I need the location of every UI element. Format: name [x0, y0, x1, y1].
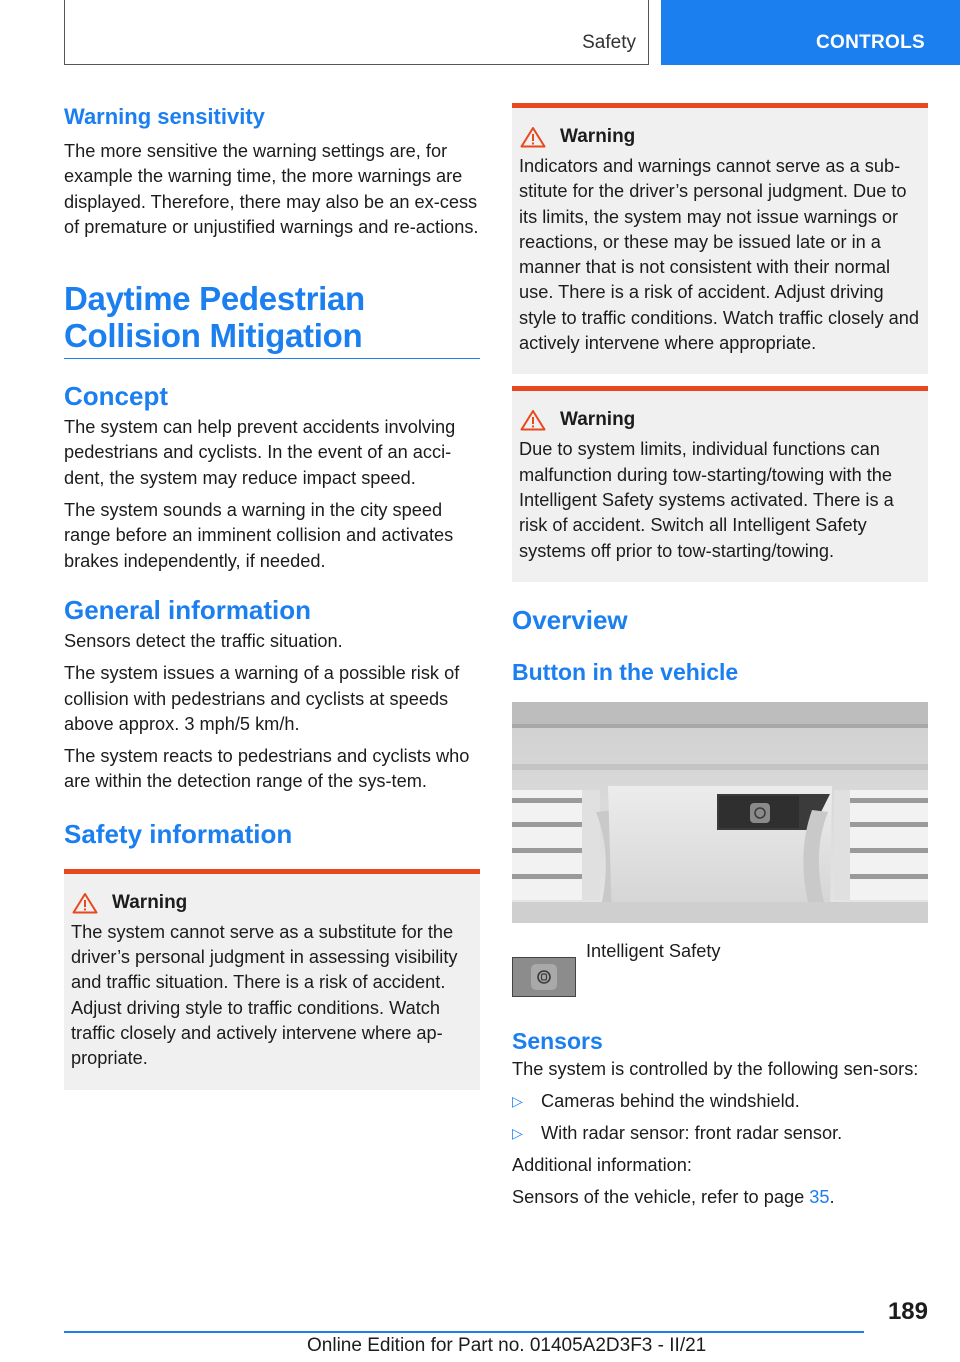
additional-info-label: Additional information: [512, 1154, 692, 1175]
header-chapter-label: CONTROLS [816, 32, 926, 53]
overview-heading: Overview [512, 604, 628, 635]
warning-text: Due to system limits, individual functions can malfunction during tow-starting/towing with the Intelligent Safety systems activated. There is a risk of accident. Switch all Intelligent Safety systems off prior to tow-starting/towing. [519, 439, 894, 561]
warning-box-right-1 [512, 103, 928, 374]
warning-text: The system cannot serve as a substitute for the driver’s personal judgment in assessing visibility and traffic situation. There is a risk of accident. Adjust driving style to traffic conditions. Watch traffic closely and actively intervene where ap-propriate. [71, 921, 458, 1069]
general-info-text-1: Sensors detect the traffic situation. [64, 630, 343, 651]
warning-sensitivity-heading: Warning sensitivity [64, 104, 265, 129]
reference-suffix: . [829, 1187, 835, 1208]
warning-title: Warning [560, 126, 636, 147]
triangle-bullet-icon: ▷ [512, 1125, 523, 1142]
main-title [64, 280, 480, 359]
warning-text: Indicators and warnings cannot serve as a sub-stitute for the driver’s personal judgment. Due to its limits, the system may not issue warnings or reactions, or these may be issued late or in a manner that is not consistent with their normal use. There is a risk of accident. Adjust driving style to traffic conditions. Watch traffic closely and actively intervene where appropriate. [519, 156, 919, 354]
footer-divider [64, 1331, 864, 1333]
car-shield-icon [536, 969, 552, 985]
header-section-label: Safety [582, 32, 636, 53]
concept-heading: Concept [64, 381, 168, 412]
intelligent-safety-button-icon [512, 957, 576, 997]
warning-triangle-icon [520, 126, 546, 148]
warning-box-right-2 [512, 386, 928, 581]
button-in-vehicle-heading: Button in the vehicle [512, 658, 739, 685]
list-item [512, 1121, 928, 1146]
sensors-reference [512, 1185, 928, 1210]
header-section-box [64, 0, 649, 65]
page-reference-link[interactable]: 35 [809, 1187, 830, 1208]
concept-text-2: The system sounds a warning in the city speed range before an imminent collision and activates brakes independently, if needed. [64, 500, 454, 571]
warning-title: Warning [112, 891, 188, 913]
warning-header [520, 409, 920, 431]
concept-text-1: The system can help prevent accidents involving pedestrians and cyclists. In the event of an acci-dent, the system may reduce impact speed. [64, 417, 456, 488]
page-number: 189 [887, 1298, 928, 1325]
warning-title: Warning [560, 409, 636, 431]
footer-edition: Online Edition for Part no. 01405A2D3F3 - II/21 [307, 1335, 707, 1356]
vehicle-button-photo [512, 702, 928, 923]
left-column [64, 100, 480, 1090]
header-chapter-tab[interactable] [661, 0, 960, 65]
main-title-line2: Collision Mitigation [64, 317, 363, 355]
warning-header [520, 126, 920, 148]
legend-label: Intelligent Safety [586, 940, 721, 961]
dashboard-illustration [512, 702, 928, 923]
warning-box-left [64, 869, 480, 1090]
general-info-text-3: The system reacts to pedestrians and cyclists who are within the detection range of the sys-tem. [64, 746, 470, 792]
warning-triangle-icon [72, 892, 98, 914]
triangle-bullet-icon: ▷ [512, 1093, 523, 1110]
right-column [512, 103, 928, 1210]
list-item [512, 1089, 928, 1114]
warning-header [72, 892, 472, 914]
list-item-text: With radar sensor: front radar sensor. [541, 1123, 843, 1144]
safety-info-heading: Safety information [64, 818, 293, 849]
sensors-heading: Sensors [512, 1027, 603, 1054]
warning-triangle-icon [520, 409, 546, 431]
list-item-text: Cameras behind the windshield. [541, 1091, 800, 1112]
general-info-heading: General information [64, 594, 312, 625]
main-title-line1: Daytime Pedestrian [64, 280, 365, 318]
figure-legend [512, 939, 928, 997]
warning-sensitivity-text: The more sensitive the warning settings are, for example the warning time, the more warnings are displayed. Therefore, there may also be an ex-cess of premature or unjustified warnings and re-actions. [64, 141, 479, 237]
reference-text: Sensors of the vehicle, refer to page [512, 1187, 810, 1208]
general-info-text-2: The system issues a warning of a possible risk of collision with pedestrians and cyclists at speeds above approx. 3 mph/5 km/h. [64, 663, 460, 734]
sensors-intro: The system is controlled by the following sen-sors: [512, 1058, 919, 1079]
